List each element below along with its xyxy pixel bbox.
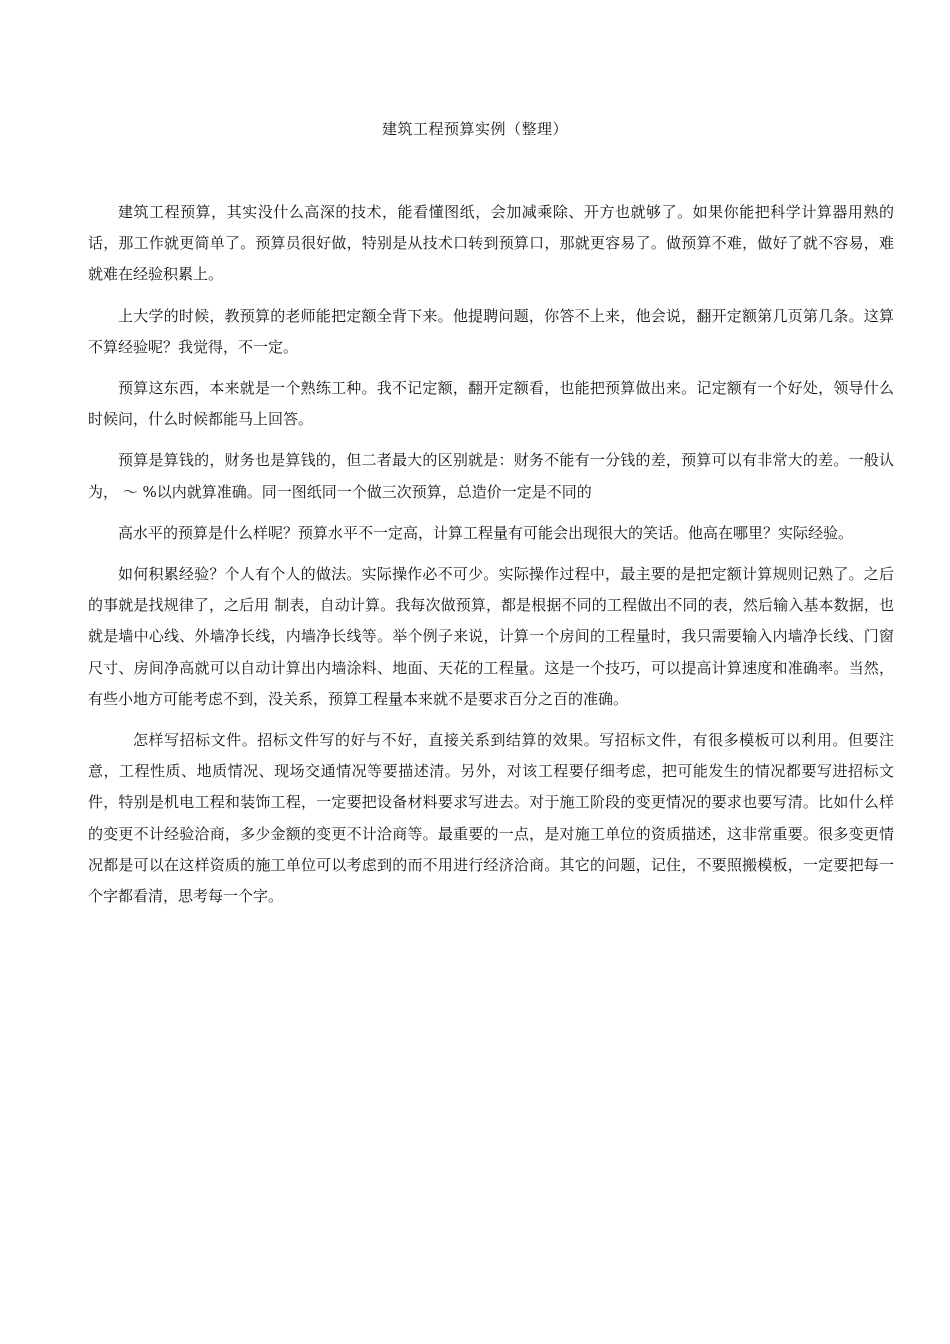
paragraph-1: 建筑工程预算，其实没什么高深的技术，能看懂图纸，会加减乘除、开方也就够了。如果你能把科学计算器用熟的话，那工作就更简单了。预算员很好做，特别是从技术口转到预算口，那就更容易了。做预算不难，做好了就不容易，难就难在经验积累上。 <box>88 203 894 284</box>
paragraph-7: 怎样写招标文件。招标文件写的好与不好，直接关系到结算的效果。写招标文件，有很多模板可以利用。但要注意，工程性质、地质情况、现场交通情况等要描述清。另外，对该工程要仔细考虑，把可能发生的情况都要写进招标文件，特别是机电工程和装饰工程，一定要把设备材料要求写进去。对于施工阶段的变更情况的要求也要写清。比如什么样的变更不计经验洽商，多少金额的变更不计洽商等。最重要的一点，是对施工单位的资质描述，这非常重要。很多变更情况都是可以在这样资质的施工单位可以考虑到的而不用进行经济洽商。其它的问题，记住，不要照搬模板，一定要把每一个字都看清，思考每一个字。 <box>88 731 894 906</box>
paragraph-2: 上大学的时候，教预算的老师能把定额全背下来。他提聘问题，你答不上来，他会说，翻开定额第几页第几条。这算不算经验呢？我觉得，不一定。 <box>88 306 894 356</box>
paragraph-5: 高水平的预算是什么样呢？预算水平不一定高，计算工程量有可能会出现很大的笑话。他高在哪里？实际经验。 <box>118 523 854 542</box>
document-body <box>88 197 894 922</box>
paragraph-4: 预算是算钱的，财务也是算钱的，但二者最大的区别就是：财务不能有一分钱的差，预算可以有非常大的差。一般认为， ～ %以内就算准确。同一图纸同一个做三次预算，总造价一定是不同的 <box>88 451 894 501</box>
paragraph-3: 预算这东西，本来就是一个熟练工种。我不记定额，翻开定额看，也能把预算做出来。记定额有一个好处，领导什么时候问，什么时候都能马上回答。 <box>88 379 894 429</box>
document-title: 建筑工程预算实例（整理） <box>381 120 568 138</box>
paragraph-6: 如何积累经验？个人有个人的做法。实际操作必不可少。实际操作过程中，最主要的是把定额计算规则记熟了。之后的事就是找规律了，之后用 制表，自动计算。我每次做预算，都是根据不同的工程做出不同的表，然后输入基本数据，也就是墙中心线、外墙净长线，内墙净长线等。举个例子来说，计算一个房间的工程量时，我只需要输入内墙净长线、门窗尺寸、房间净高就可以自动计算出内墙涂料、地面、天花的工程量。这是一个技巧，可以提高计算速度和准确率。当然，有些小地方可能考虑不到，没关系，预算工程量本来就不是要求百分之百的准确。 <box>88 565 894 708</box>
